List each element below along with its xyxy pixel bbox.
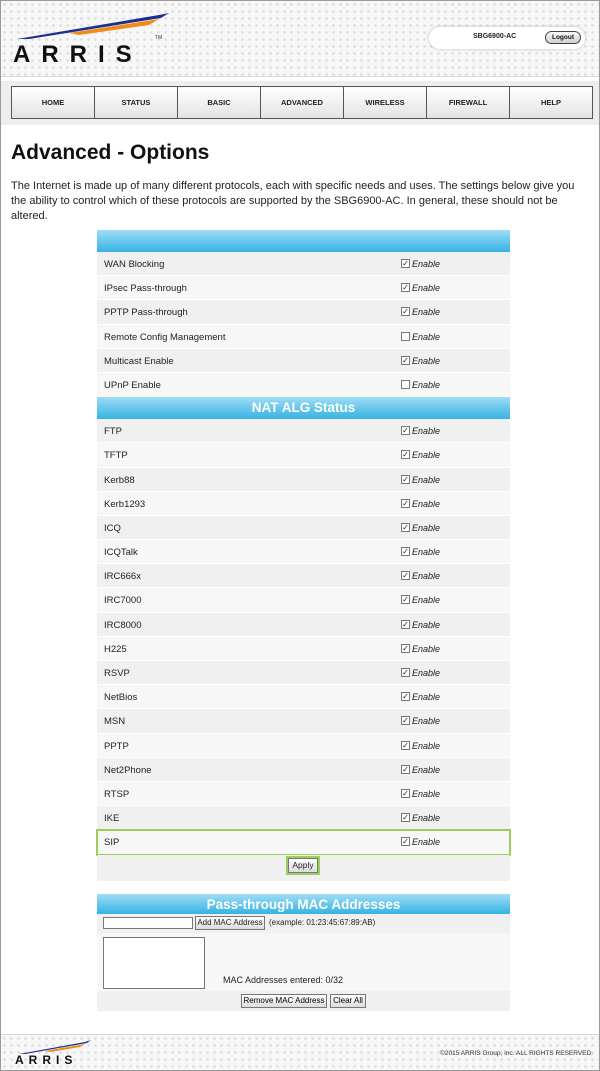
checkbox-checked[interactable]: ✓ <box>402 788 409 798</box>
option-label: IRC7000 <box>104 595 142 607</box>
checkbox-checked[interactable]: ✓ <box>402 283 409 293</box>
option-label: Multicast Enable <box>104 355 174 367</box>
option-label: WAN Blocking <box>104 259 165 270</box>
option-row-tftp <box>97 443 510 467</box>
checkbox-checked[interactable]: ✓ <box>402 764 409 774</box>
option-row-rsvp <box>97 661 510 685</box>
option-row-ike <box>97 806 510 830</box>
option-label: MSN <box>104 716 126 728</box>
mac-address-list[interactable] <box>103 937 205 989</box>
option-row-msn <box>97 709 510 733</box>
enable-label: Enable <box>412 522 441 533</box>
checkbox-checked[interactable]: ✓ <box>402 595 409 605</box>
option-row-rtsp <box>97 782 510 806</box>
option-label: Net2Phone <box>104 764 152 776</box>
option-label: FTP <box>104 426 122 438</box>
option-label: PPTP <box>104 740 129 752</box>
option-row-irc666x <box>97 564 510 588</box>
option-label: RSVP <box>104 668 130 679</box>
enable-label: Enable <box>412 788 441 799</box>
enable-label: Enable <box>412 692 441 703</box>
enable-label: Enable <box>412 426 441 437</box>
checkbox-checked[interactable]: ✓ <box>402 813 409 823</box>
checkbox-checked[interactable]: ✓ <box>402 740 409 750</box>
checkbox-checked[interactable]: ✓ <box>402 571 409 581</box>
checkbox-checked[interactable]: ✓ <box>402 547 409 557</box>
enable-label: Enable <box>412 498 441 509</box>
checkbox-unchecked[interactable] <box>401 332 410 341</box>
mac-table <box>97 894 510 1011</box>
checkbox-checked[interactable]: ✓ <box>402 259 409 268</box>
option-row-net2phone <box>97 758 510 782</box>
option-label: Remote Config Management <box>104 331 226 343</box>
enable-label: Enable <box>412 813 441 824</box>
logo-text: ARRIS <box>13 41 143 68</box>
option-row-kerb88 <box>97 468 510 492</box>
option-label: PPTP Pass-through <box>104 307 188 319</box>
option-row-icqtalk <box>97 540 510 564</box>
page-title: Advanced - Options <box>11 141 210 164</box>
user-box <box>429 27 585 49</box>
checkbox-checked[interactable]: ✓ <box>402 355 409 365</box>
intro-text: The Internet is made up of many different protocols, each with specific needs and uses. The settings below give you the ability to control which of these protocols are supported by the SBG6900-AC. In general, these should not be altered. <box>11 180 575 222</box>
option-row-multicast-enable <box>97 349 510 373</box>
option-row-irc7000 <box>97 588 510 612</box>
checkbox-checked[interactable]: ✓ <box>402 837 409 847</box>
option-row-sip <box>97 830 510 854</box>
enable-label: Enable <box>412 355 441 366</box>
option-row-pptp-pass-through <box>97 300 510 324</box>
option-label: IKE <box>104 813 120 825</box>
checkbox-checked[interactable]: ✓ <box>402 307 409 317</box>
arris-logo <box>9 11 179 69</box>
option-row-ipsec-pass-through <box>97 276 510 300</box>
apply-row <box>97 855 510 881</box>
enable-label: Enable <box>412 450 441 461</box>
nav-advanced[interactable]: ADVANCED <box>261 87 344 118</box>
mac-input-row <box>97 914 510 933</box>
nav-firewall[interactable]: FIREWALL <box>427 87 510 118</box>
swoosh-icon <box>9 11 179 41</box>
checkbox-checked[interactable]: ✓ <box>402 692 409 702</box>
nav-wireless[interactable]: WIRELESS <box>344 87 427 118</box>
option-row-ftp <box>97 419 510 443</box>
enable-label: Enable <box>412 668 441 678</box>
options-table <box>97 230 510 881</box>
logout-button[interactable]: Logout <box>545 31 581 44</box>
page-footer <box>1 1034 599 1070</box>
option-label: RTSP <box>104 788 130 800</box>
option-row-netbios <box>97 685 510 709</box>
option-label: IPsec Pass-through <box>104 283 187 295</box>
nav-status[interactable]: STATUS <box>95 87 178 118</box>
enable-label: Enable <box>412 331 441 342</box>
nav-home[interactable]: HOME <box>12 87 95 118</box>
option-label: UPnP Enable <box>104 379 161 391</box>
checkbox-checked[interactable]: ✓ <box>402 619 409 629</box>
option-label: SIP <box>104 837 120 849</box>
mac-title: Pass-through MAC Addresses <box>97 894 510 914</box>
enable-label: Enable <box>412 619 441 630</box>
checkbox-checked[interactable]: ✓ <box>402 668 409 677</box>
option-row-h225 <box>97 637 510 661</box>
option-label: NetBios <box>104 692 138 704</box>
options-rows <box>97 252 510 397</box>
clear-all-button[interactable]: Clear All <box>330 994 366 1008</box>
nav-basic[interactable]: BASIC <box>178 87 261 118</box>
option-label: H225 <box>104 643 127 655</box>
enable-label: Enable <box>412 259 441 269</box>
mac-list-row <box>97 933 510 991</box>
enable-label: Enable <box>412 571 441 582</box>
option-label: ICQ <box>104 522 121 534</box>
enable-label: Enable <box>412 595 441 606</box>
enable-label: Enable <box>412 379 441 390</box>
checkbox-checked[interactable]: ✓ <box>402 716 409 726</box>
option-row-upnp-enable <box>97 373 510 397</box>
add-mac-button[interactable]: Add MAC Address <box>195 916 265 930</box>
option-label: Kerb88 <box>104 474 135 486</box>
option-row-wan-blocking <box>97 252 510 276</box>
enable-label: Enable <box>412 740 441 751</box>
main-nav <box>1 81 599 125</box>
checkbox-unchecked[interactable] <box>401 380 410 389</box>
option-label: TFTP <box>104 450 128 462</box>
mac-button-row <box>97 991 510 1011</box>
checkbox-checked[interactable]: ✓ <box>402 426 409 436</box>
checkbox-checked[interactable]: ✓ <box>402 474 409 484</box>
footer-logo-text: ARRIS <box>15 1053 78 1067</box>
checkbox-checked[interactable]: ✓ <box>402 450 409 460</box>
mac-count: MAC Addresses entered: 0/32 <box>223 975 344 985</box>
remove-mac-button[interactable]: Remove MAC Address <box>241 994 327 1008</box>
option-row-kerb1293 <box>97 492 510 516</box>
copyright: ©2015 ARRIS Group, Inc. ALL RIGHTS RESERVED. <box>440 1050 593 1057</box>
enable-label: Enable <box>412 643 441 654</box>
apply-button[interactable]: Apply <box>288 858 318 873</box>
nat-alg-title: NAT ALG Status <box>97 397 510 419</box>
enable-label: Enable <box>412 837 441 848</box>
trademark: TM <box>155 35 163 41</box>
mac-example: (example: 01:23:45:67:89:AB) <box>269 918 376 927</box>
checkbox-checked[interactable]: ✓ <box>402 498 409 508</box>
option-label: ICQTalk <box>104 547 138 559</box>
option-label: Kerb1293 <box>104 498 146 510</box>
enable-label: Enable <box>412 716 441 727</box>
enable-label: Enable <box>412 764 441 775</box>
option-row-pptp <box>97 734 510 758</box>
nav-help[interactable]: HELP <box>540 98 561 107</box>
enable-label: Enable <box>412 547 441 558</box>
option-row-irc8000 <box>97 613 510 637</box>
option-label: IRC8000 <box>104 619 142 631</box>
footer-logo <box>15 1039 95 1069</box>
model-label: SBG6900-AC <box>473 33 517 40</box>
checkbox-checked[interactable]: ✓ <box>402 522 409 532</box>
enable-label: Enable <box>412 307 441 318</box>
enable-label: Enable <box>412 283 441 294</box>
nat-alg-rows <box>97 419 510 854</box>
mac-address-input[interactable] <box>103 917 193 929</box>
page-header <box>1 1 599 77</box>
options-header-band <box>97 230 510 252</box>
option-row-icq <box>97 516 510 540</box>
nav-bar <box>11 86 593 119</box>
enable-label: Enable <box>412 474 441 485</box>
option-label: IRC666x <box>104 571 141 583</box>
option-row-remote-config-management <box>97 325 510 349</box>
checkbox-checked[interactable]: ✓ <box>402 643 409 653</box>
